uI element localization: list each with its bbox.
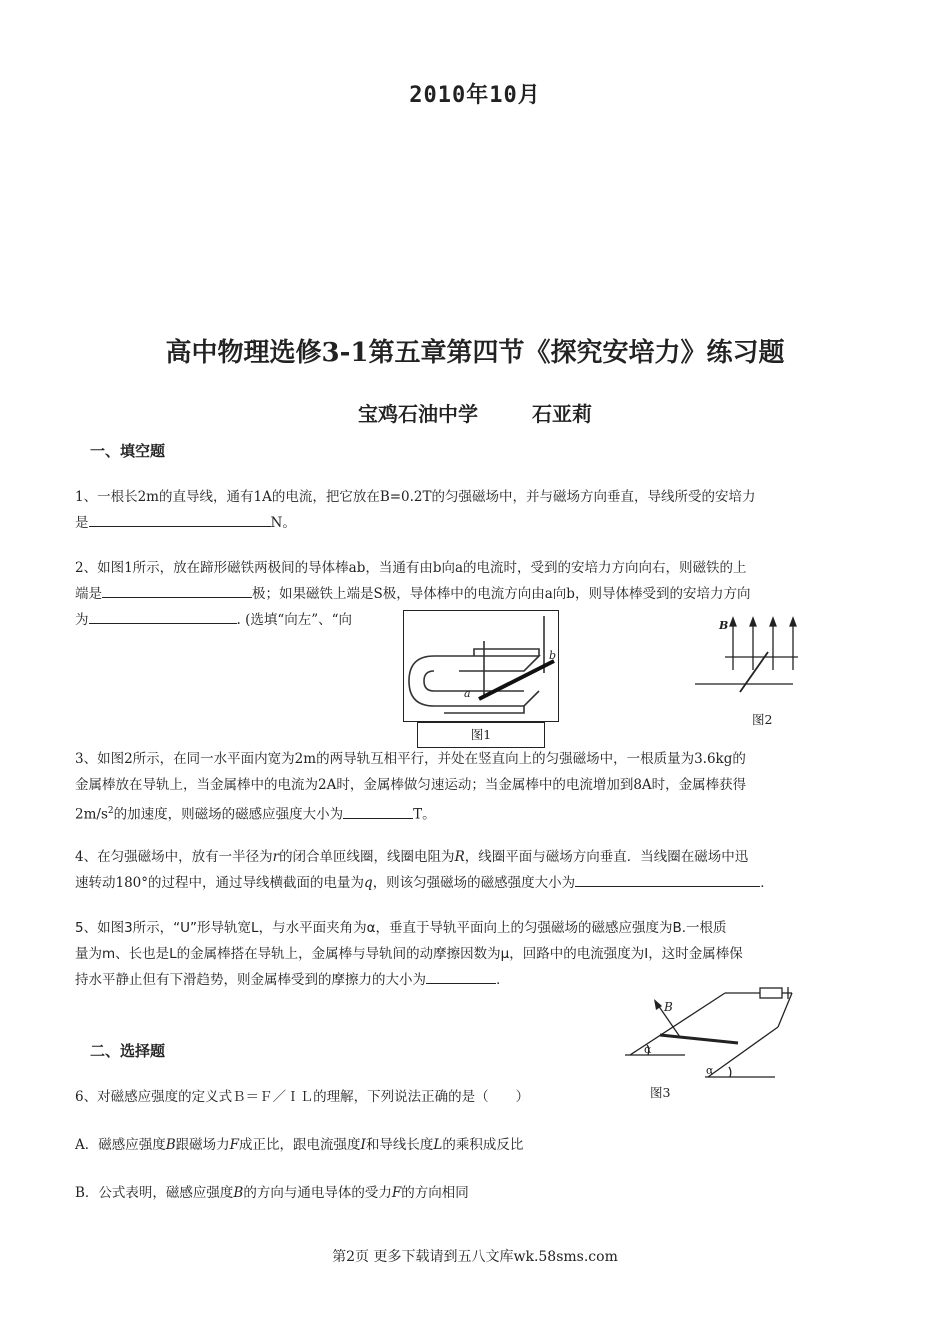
figure-3-caption: 图3 <box>650 1085 671 1100</box>
q5-line1: 5、如图3所示，“U”形导轨宽L，与水平面夹角为α，垂直于导轨平面向上的匀强磁场的磁感应强度为B.一根质 <box>75 920 727 936</box>
figure-2 <box>690 612 810 697</box>
page-footer: 第2页 更多下载请到五八文库wk.58sms.com <box>332 1249 618 1265</box>
figure-1-caption: 图1 <box>417 722 545 748</box>
q2-line3: 为 . (选填“向左”、“向 <box>75 607 885 633</box>
q5-answer-blank[interactable] <box>426 967 496 984</box>
figure-3-drawing <box>620 985 800 1085</box>
figure-2-label-B: B <box>719 619 729 632</box>
figure-2-caption: 图2 <box>752 712 773 727</box>
figure-3-label-B: B <box>664 1000 673 1014</box>
school-name: 宝鸡石油中学 <box>358 402 479 426</box>
q3-line2: 金属棒放在导轨上，当金属棒中的电流为2A时，金属棒做匀速运动；当金属棒中的电流增加到8A时，金属棒获得 <box>75 777 747 793</box>
q3-line1: 3、如图2所示，在同一水平面内宽为2m的两导轨互相平行，并处在竖直向上的匀强磁场中，一根质量为3.6kg的 <box>75 751 746 767</box>
question-6-option-a[interactable]: A．磁感应强度B跟磁场力F成正比，跟电流强度I和导线长度L的乘积成反比 <box>75 1137 524 1153</box>
author-line <box>0 398 950 427</box>
q3-answer-blank[interactable] <box>343 802 413 819</box>
author-name: 石亚莉 <box>531 402 592 426</box>
q1-line1: 1、一根长2m的直导线，通有1A的电流，把它放在B=0.2T的匀强磁场中，并与磁场方向垂直，导线所受的安培力 <box>75 489 756 505</box>
q1-answer-blank[interactable] <box>89 510 271 527</box>
q2-line2: 端是 极；如果磁铁上端是S极，导体棒中的电流方向由a向b，则导体棒受到的安培力方向 <box>75 581 885 607</box>
q1-line2: 是 N。 <box>75 510 885 536</box>
question-6-option-b[interactable]: B．公式表明，磁感应强度B的方向与通电导体的受力F的方向相同 <box>75 1185 469 1201</box>
figure-3 <box>620 985 800 1085</box>
q5-line3: 持水平静止但有下滑趋势，则金属棒受到的摩擦力的大小为 . <box>75 967 885 993</box>
figure-1-label-a: a <box>464 687 471 700</box>
q4-line1: 4、在匀强磁场中，放有一半径为r的闭合单匝线圈，线圈电阻为R，线圈平面与磁场方向垂直．当线圈在磁场中迅 <box>75 849 749 865</box>
section-fill-heading: 一、填空题 <box>90 442 166 460</box>
q5-line2: 量为m、长也是L的金属棒搭在导轨上，金属棒与导轨间的动摩擦因数为μ，回路中的电流强度为I，这时金属棒保 <box>75 946 743 962</box>
question-3 <box>75 746 885 828</box>
question-4 <box>75 844 885 896</box>
document-date: 2010年10月 <box>409 83 541 108</box>
figure-3-label-alpha-2: α <box>706 1064 714 1077</box>
q2-answer-blank-1[interactable] <box>102 581 252 598</box>
section-choice-heading: 二、选择题 <box>90 1042 166 1060</box>
figure-1 <box>403 610 559 722</box>
q2-line1: 2、如图1所示，放在蹄形磁铁两极间的导体棒ab，当通有由b向a的电流时，受到的安培力方向向右，则磁铁的上 <box>75 560 747 576</box>
q4-line2: 速转动180°的过程中，通过导线横截面的电量为q，则该匀强磁场的磁感强度大小为 ． <box>75 870 885 896</box>
question-5 <box>75 915 885 993</box>
q2-answer-blank-2[interactable] <box>89 607 237 624</box>
figure-1-drawing <box>404 611 558 721</box>
question-6-stem: 6、对磁感应强度的定义式Ｂ＝Ｆ／ＩＬ的理解，下列说法正确的是（ ） <box>75 1089 530 1105</box>
figure-1-label-b: b <box>549 649 557 662</box>
document-title: 高中物理选修3-1第五章第四节《探究安培力》练习题 <box>165 338 785 368</box>
q4-answer-blank[interactable] <box>575 870 760 887</box>
figure-2-drawing <box>690 612 810 697</box>
question-1 <box>75 484 885 536</box>
figure-3-label-alpha-1: α <box>644 1043 652 1056</box>
q3-line3: $2m/s^2$的加速度，则磁场的磁感应强度大小为 T。 <box>75 798 885 828</box>
